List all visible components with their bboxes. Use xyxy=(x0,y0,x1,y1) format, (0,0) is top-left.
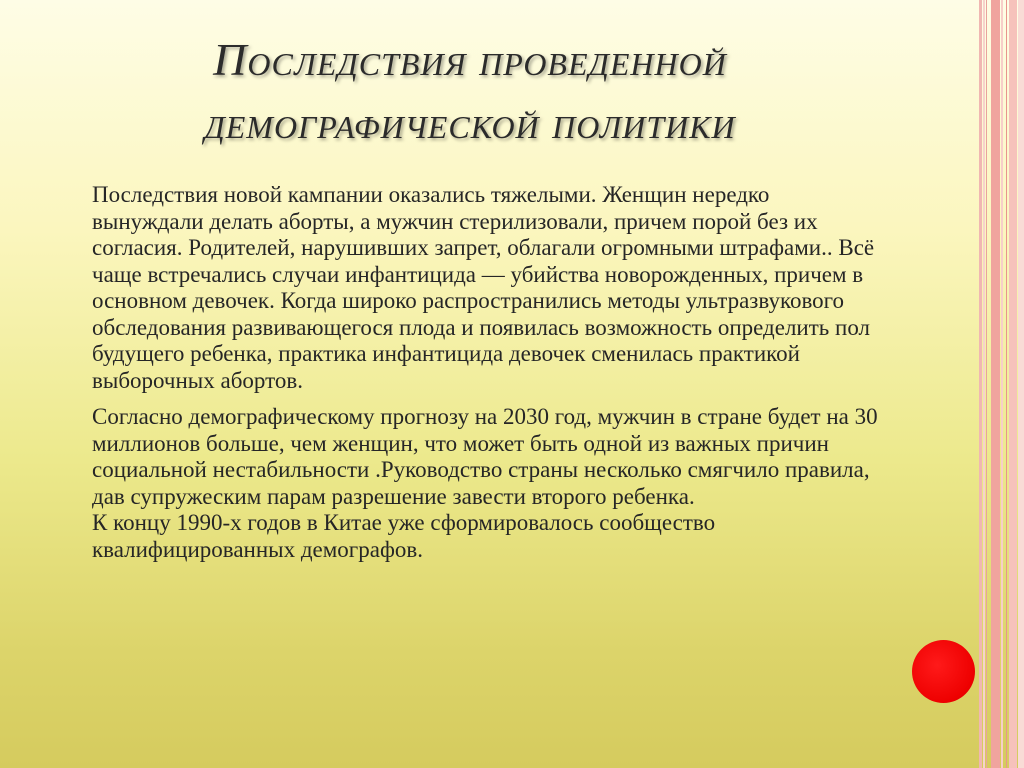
decorative-border-stripes xyxy=(979,0,1024,768)
border-stripe xyxy=(991,0,1000,768)
border-stripe xyxy=(983,0,985,768)
slide-title-line2: демографической политики xyxy=(204,97,736,148)
border-stripe xyxy=(979,0,982,768)
slide-title-line1: Последствия проведенной xyxy=(213,34,727,85)
border-stripe xyxy=(1006,0,1007,768)
border-stripe xyxy=(986,0,987,768)
slide-body xyxy=(92,182,882,573)
body-paragraph-2-part1: Согласно демографическому прогнозу на 2030 год, мужчин в стране будет на 30 миллионов больше, чем женщин, что может быть одной из важных причин социальной нестабильности .Руководство страны несколько смягчило правила, дав супружеским парам разрешение завести второго ребенка. xyxy=(92,404,878,509)
body-paragraph-2 xyxy=(92,404,882,563)
border-stripe xyxy=(1001,0,1003,768)
border-stripe xyxy=(1018,0,1024,768)
body-paragraph-2-part2: К концу 1990-х годов в Китае уже сформировалось сообщество квалифицированных демографов. xyxy=(92,510,716,562)
slide-title xyxy=(60,28,880,154)
body-paragraph-1: Последствия новой кампании оказались тяжелыми. Женщин нередко вынуждали делать аборты, а мужчин стерилизовали, причем порой без их согласия. Родителей, нарушивших запрет, облагали огромными штрафами.. Всё чаще встречались случаи инфантицида — убийства новорожденных, причем в основном девочек. Когда широко распространились методы ультразвукового обследования развивающегося плода и появилась возможность определить пол будущего ребенка, практика инфантицида девочек сменилась практикой выборочных абортов. xyxy=(92,182,875,393)
border-stripe xyxy=(1009,0,1017,768)
red-circle-decoration xyxy=(912,640,975,703)
